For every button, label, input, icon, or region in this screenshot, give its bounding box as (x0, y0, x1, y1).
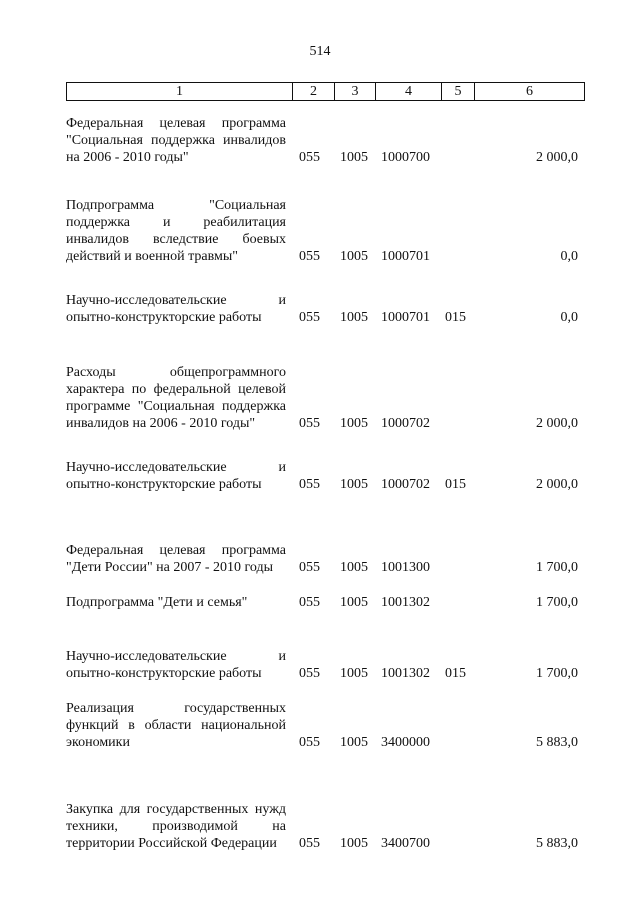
row-col6: 5 883,0 (536, 735, 578, 750)
column-header-2: 2 (293, 83, 335, 101)
row-name: Закупка для государственных нужд техники, производимой на территории Российской Федерации (66, 802, 286, 851)
column-header-3: 3 (335, 83, 376, 101)
row-col4: 1000701 (381, 310, 430, 325)
row-name: Подпрограмма "Социальная поддержка и реабилитация инвалидов вследствие боевых действий и военной травмы" (66, 198, 286, 264)
row-col6: 0,0 (560, 310, 578, 325)
row-col6: 2 000,0 (536, 150, 578, 165)
row-col3: 1005 (340, 310, 368, 325)
row-col2: 055 (299, 735, 320, 750)
column-header-1: 1 (67, 83, 293, 101)
table-row (0, 280, 640, 326)
row-name: Научно-исследовательские и опытно-конструкторские работы (66, 460, 286, 492)
row-col4: 1001300 (381, 560, 430, 575)
row-col2: 055 (299, 666, 320, 681)
row-name: Федеральная целевая программа "Социальная поддержка инвалидов на 2006 - 2010 годы" (66, 116, 286, 165)
row-col3: 1005 (340, 416, 368, 431)
row-name: Научно-исследовательские и опытно-конструкторские работы (66, 649, 286, 681)
row-col3: 1005 (340, 150, 368, 165)
row-col2: 055 (299, 836, 320, 851)
row-col4: 1001302 (381, 595, 430, 610)
row-col6: 0,0 (560, 249, 578, 264)
row-col4: 1000701 (381, 249, 430, 264)
row-col2: 055 (299, 560, 320, 575)
row-col4: 1000702 (381, 416, 430, 431)
table-row (0, 636, 640, 682)
column-header-4: 4 (376, 83, 442, 101)
row-name: Подпрограмма "Дети и семья" (66, 595, 248, 610)
row-col3: 1005 (340, 595, 368, 610)
table-row (0, 514, 640, 576)
row-col4: 3400000 (381, 735, 430, 750)
row-name: Расходы общепрограммного характера по федеральной целевой программе "Социальная поддержка инвалидов на 2006 - 2010 годы" (66, 365, 286, 431)
column-header-5: 5 (442, 83, 475, 101)
row-col2: 055 (299, 310, 320, 325)
row-col3: 1005 (340, 477, 368, 492)
row-col3: 1005 (340, 249, 368, 264)
row-col2: 055 (299, 477, 320, 492)
row-col2: 055 (299, 416, 320, 431)
row-col3: 1005 (340, 735, 368, 750)
row-col4: 1000700 (381, 150, 430, 165)
table-row (0, 180, 640, 265)
row-col5: 015 (445, 310, 466, 325)
row-name: Реализация государственных функций в области национальной экономики (66, 701, 286, 750)
column-header-6: 6 (475, 83, 585, 101)
row-col6: 1 700,0 (536, 666, 578, 681)
row-name: Федеральная целевая программа "Дети России" на 2007 - 2010 годы (66, 543, 286, 575)
row-col2: 055 (299, 150, 320, 165)
row-col2: 055 (299, 595, 320, 610)
table-row (0, 447, 640, 493)
row-col4: 3400700 (381, 836, 430, 851)
row-col6: 1 700,0 (536, 560, 578, 575)
table-row (0, 98, 640, 166)
table-row (0, 340, 640, 432)
row-col2: 055 (299, 249, 320, 264)
row-col6: 1 700,0 (536, 595, 578, 610)
row-col6: 2 000,0 (536, 477, 578, 492)
table-row (0, 774, 640, 852)
row-name: Научно-исследовательские и опытно-конструкторские работы (66, 293, 286, 325)
row-col5: 015 (445, 666, 466, 681)
table-row (0, 591, 640, 611)
row-col5: 015 (445, 477, 466, 492)
page-number: 514 (309, 44, 331, 59)
row-col4: 1000702 (381, 477, 430, 492)
row-col3: 1005 (340, 666, 368, 681)
table-row (0, 690, 640, 751)
row-col6: 5 883,0 (536, 836, 578, 851)
row-col3: 1005 (340, 560, 368, 575)
row-col6: 2 000,0 (536, 416, 578, 431)
row-col3: 1005 (340, 836, 368, 851)
row-col4: 1001302 (381, 666, 430, 681)
